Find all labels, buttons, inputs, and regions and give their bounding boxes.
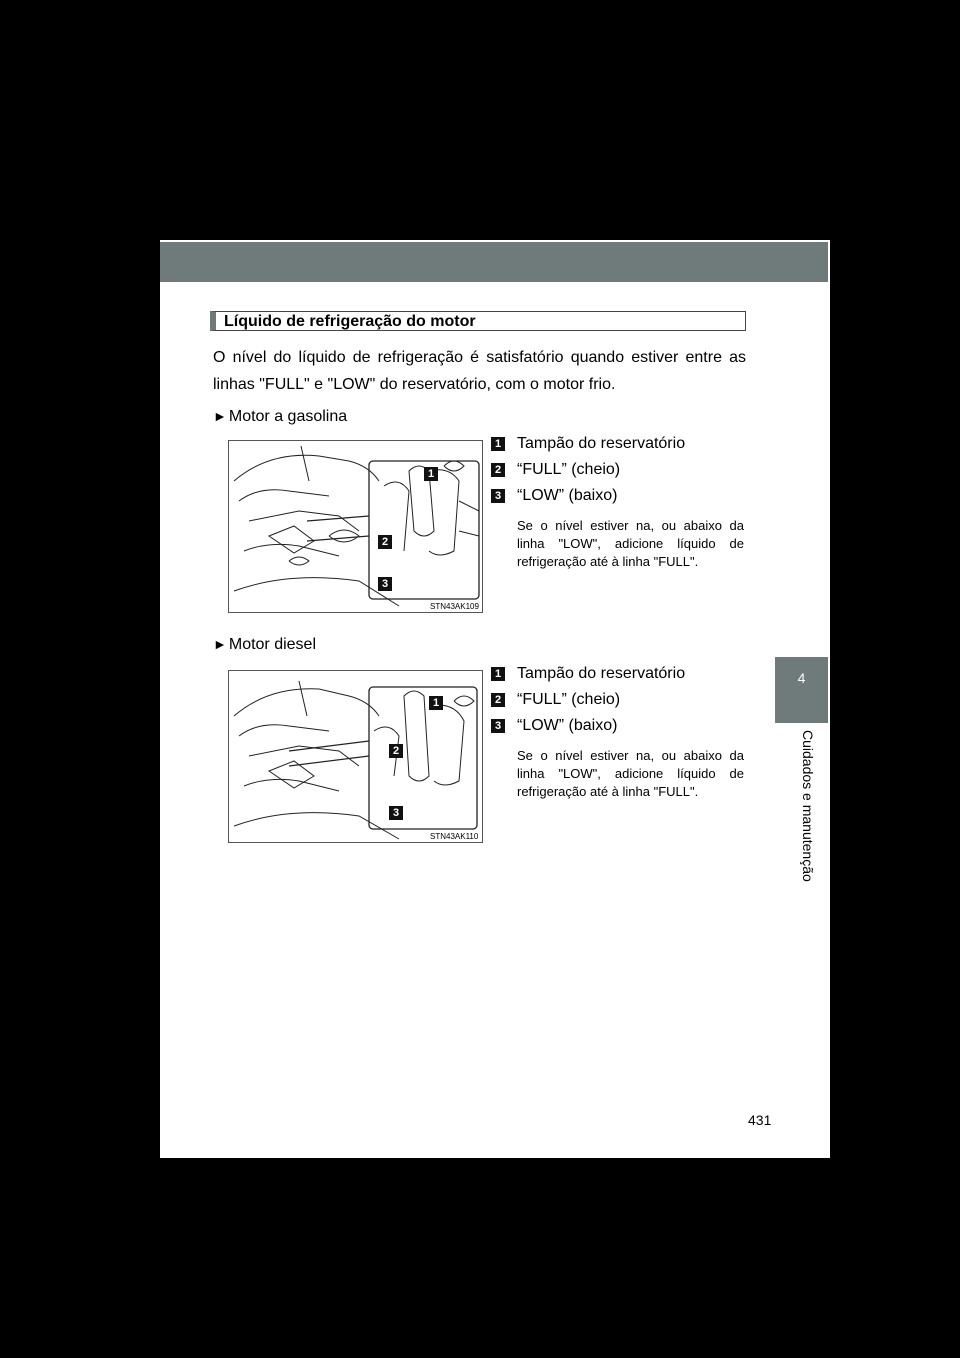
number-1-icon: 1 — [491, 667, 505, 681]
manual-page — [160, 240, 830, 1158]
chapter-label: Cuidados e manutenção — [800, 730, 816, 882]
page-number: 431 — [748, 1112, 772, 1128]
variant-label-diesel: ► Motor diesel — [213, 636, 317, 653]
callout-2: 2 — [389, 744, 403, 758]
legend-gasoline — [491, 431, 751, 571]
engine-illustration-diesel — [228, 670, 483, 843]
triangle-marker-icon: ► — [213, 408, 227, 424]
intro-paragraph: O nível do líquido de refrigeração é satisfatório quando estiver entre as linhas "FULL" e "LOW" do reservatório, com o motor frio. — [213, 349, 746, 393]
legend-item: 1 Tampão do reservatório — [491, 661, 751, 687]
number-1-icon: 1 — [491, 437, 505, 451]
engine-bay-drawing — [229, 671, 482, 842]
callout-3: 3 — [378, 577, 392, 591]
number-3-icon: 3 — [491, 719, 505, 733]
header-band — [160, 242, 828, 282]
legend-item: 2 “FULL” (cheio) — [491, 457, 751, 483]
engine-bay-drawing — [229, 441, 482, 612]
chapter-tab — [775, 657, 828, 723]
engine-illustration-gasoline — [228, 440, 483, 613]
note-text: Se o nível estiver na, ou abaixo da linha "LOW", adicione líquido de refrigeração até à linha "FULL". — [517, 748, 744, 799]
triangle-marker-icon: ► — [213, 636, 227, 652]
callout-3: 3 — [389, 806, 403, 820]
callout-1: 1 — [429, 696, 443, 710]
callout-1: 1 — [424, 467, 438, 481]
callout-2: 2 — [378, 535, 392, 549]
legend-item: 3 “LOW” (baixo) — [491, 483, 751, 509]
legend-item: 2 “FULL” (cheio) — [491, 687, 751, 713]
section-title: Líquido de refrigeração do motor — [210, 311, 746, 331]
variant-label-gasoline: ► Motor a gasolina — [213, 408, 348, 425]
number-2-icon: 2 — [491, 463, 505, 477]
legend-item: 1 Tampão do reservatório — [491, 431, 751, 457]
legend-diesel — [491, 661, 751, 801]
number-2-icon: 2 — [491, 693, 505, 707]
chapter-number: 4 — [797, 670, 806, 686]
number-3-icon: 3 — [491, 489, 505, 503]
note-text: Se o nível estiver na, ou abaixo da linha "LOW", adicione líquido de refrigeração até à linha "FULL". — [517, 518, 744, 569]
image-code: STN43AK109 — [430, 602, 479, 611]
legend-item: 3 “LOW” (baixo) — [491, 713, 751, 739]
image-code: STN43AK110 — [430, 832, 479, 841]
